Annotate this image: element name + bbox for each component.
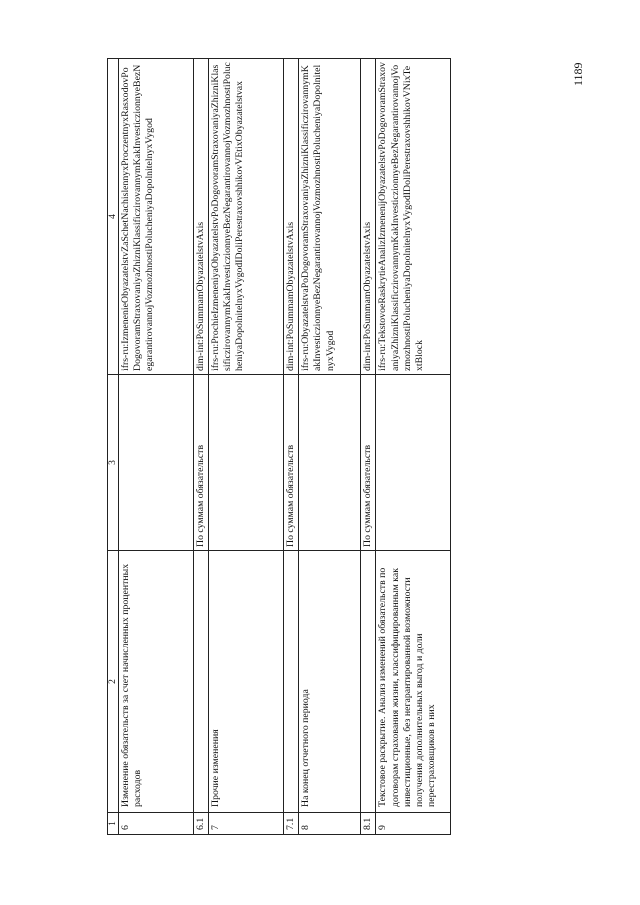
table-row: [209, 59, 284, 835]
row-number: 6.1: [194, 813, 209, 835]
row-number: 8: [299, 813, 361, 835]
page-number: 1189: [571, 62, 585, 86]
taxonomy-table: [107, 59, 437, 835]
table-row: [119, 59, 194, 835]
column-header: 3: [108, 375, 119, 551]
row-label: [284, 551, 299, 813]
row-code: ifrs-ru:TekstovoeRaskrytieAnalizIzmenenijObyazatelstvPoDogovoramStraxovaniyaZhizniKlassificzirovannymKakInvesticzionnyeBezNegarantirovannojVozmozhnostiPolucheniyaDopolnitelnyxVygodIDoliPerestraxovshhikovVNixTextBlock: [376, 59, 451, 375]
row-code: ifrs-ru:IzmenenieObyazatelstvZaSchetNachislennyxProczentnyxRasxodovPoDogovoramStraxovaniyaZhizniKlassificzirovannymKakInvesticzionnyeBezNegarantirovannojVozmozhnostiPolucheniyaDopolnitelnyxVygod: [119, 59, 194, 375]
table-header-row: [108, 59, 119, 835]
row-member: [209, 375, 284, 551]
row-member: [119, 375, 194, 551]
table-row: [194, 59, 209, 835]
row-member: По суммам обязательств: [194, 375, 209, 551]
row-member: По суммам обязательств: [361, 375, 376, 551]
column-header: 4: [108, 59, 119, 375]
row-code: dim-int:PoSummamObyazatelstvAxis: [194, 59, 209, 375]
row-label: На конец отчетного периода: [299, 551, 361, 813]
row-number: 7.1: [284, 813, 299, 835]
row-label: Прочие изменения: [209, 551, 284, 813]
row-member: [376, 375, 451, 551]
row-number: 8.1: [361, 813, 376, 835]
row-code: dim-int:PoSummamObyazatelstvAxis: [361, 59, 376, 375]
column-header: 1: [108, 813, 119, 835]
row-member: [299, 375, 361, 551]
row-member: По суммам обязательств: [284, 375, 299, 551]
table-row: [299, 59, 361, 835]
row-number: 7: [209, 813, 284, 835]
row-label: Изменение обязательств за счет начисленных процентных расходов: [119, 551, 194, 813]
row-label: [194, 551, 209, 813]
row-code: dim-int:PoSummamObyazatelstvAxis: [284, 59, 299, 375]
table-row: [376, 59, 451, 835]
row-label: Текстовое раскрытие. Анализ изменений обязательств по договорам страхования жизни, классифицированным как инвестиционные, без негарантированной возможности получения дополнительных выгод и доли перестраховщиков в них: [376, 551, 451, 813]
column-header: 2: [108, 551, 119, 813]
row-number: 9: [376, 813, 451, 835]
row-number: 6: [119, 813, 194, 835]
table-row: [284, 59, 299, 835]
row-code: ifrs-ru:ObyazatelstvaPoDogovoramStraxovaniyaZhizniKlassificzirovannymKakInvesticzionnyeBezNegarantirovannojVozmozhnostiPolucheniyaDopolnitelnyxVygod: [299, 59, 361, 375]
row-code: ifrs-ru:ProchieIzmeneniyaObyazatelstvPoDogovoramStraxovaniyaZhizniKlassificzirovannymKakInvesticzionnyeBezNegarantirovannojVozmozhnostiPolucheniyaDopolnitelnyxVygodIDoliPerestraxovshhikovVEtixObyazatelstvax: [209, 59, 284, 375]
row-label: [361, 551, 376, 813]
table-row: [361, 59, 376, 835]
